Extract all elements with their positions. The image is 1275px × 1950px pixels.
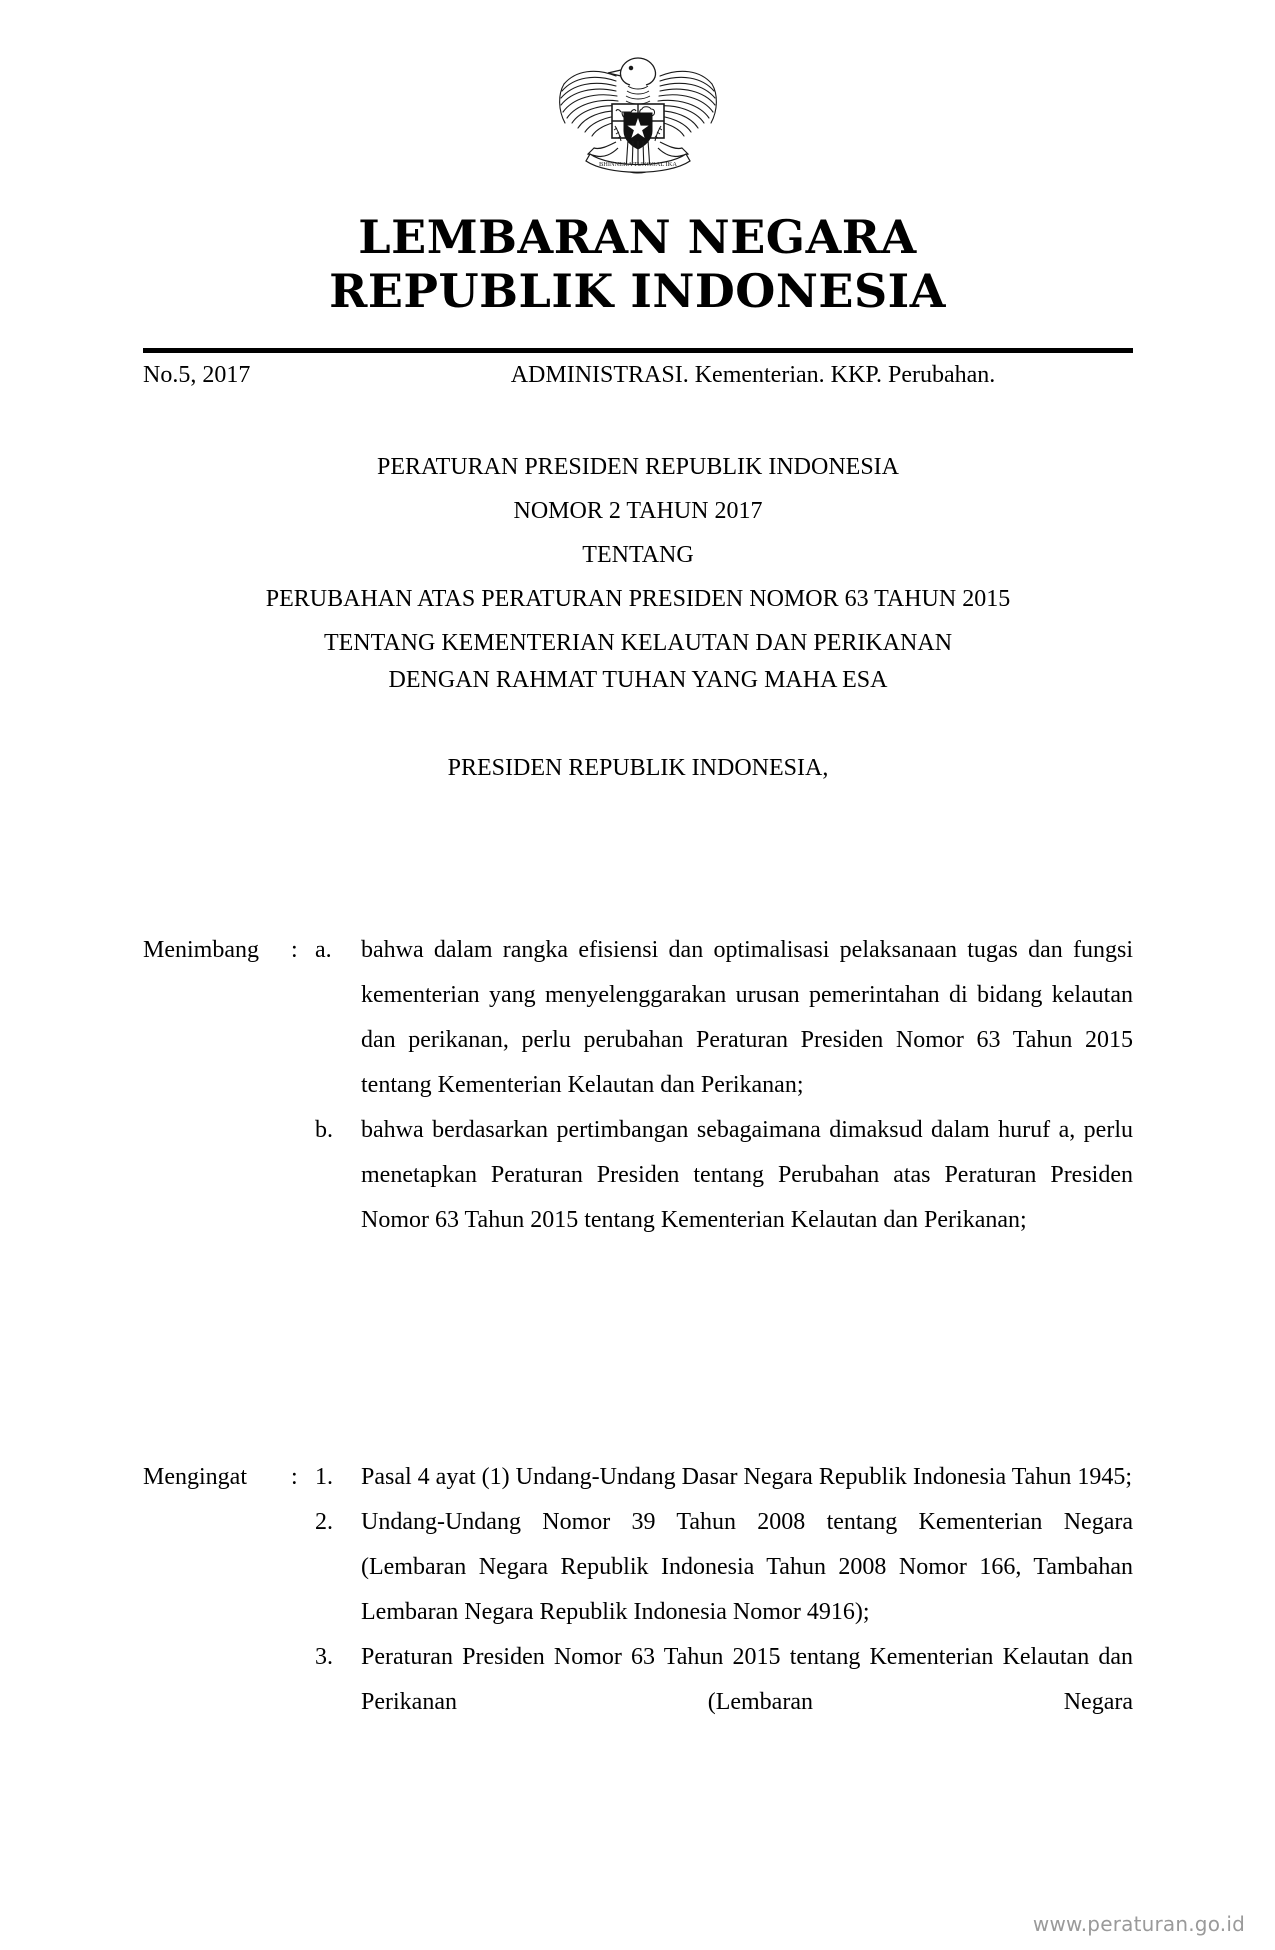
mengingat-clause bbox=[143, 1455, 1133, 1725]
item-marker: 2. bbox=[315, 1509, 333, 1535]
mengingat-item-list bbox=[143, 1455, 1133, 1725]
masthead-line-1: LEMBARAN NEGARA bbox=[358, 210, 917, 264]
enactment-block bbox=[143, 658, 1133, 790]
garuda-pancasila-emblem bbox=[0, 28, 1275, 181]
header-divider-rule bbox=[143, 348, 1133, 353]
masthead bbox=[0, 210, 1275, 318]
menimbang-item-list bbox=[143, 928, 1133, 1243]
mengingat-colon: : bbox=[291, 1464, 298, 1490]
title-line-2: NOMOR 2 TAHUN 2017 bbox=[513, 498, 763, 524]
gazette-header-line bbox=[143, 358, 1133, 392]
masthead-line-2: REPUBLIK INDONESIA bbox=[329, 264, 946, 318]
item-marker: b. bbox=[315, 1117, 333, 1143]
menimbang-item bbox=[143, 1108, 1133, 1243]
title-line-3: TENTANG bbox=[582, 542, 694, 568]
menimbang-colon: : bbox=[291, 937, 298, 963]
item-marker: 1. bbox=[315, 1464, 333, 1490]
item-marker: a. bbox=[315, 937, 332, 963]
enactment-blessing: DENGAN RAHMAT TUHAN YANG MAHA ESA bbox=[388, 667, 888, 693]
gazette-subject: ADMINISTRASI. Kementerian. KKP. Perubahan. bbox=[510, 362, 996, 388]
enactment-spacer bbox=[143, 702, 1133, 746]
title-line-4: PERUBAHAN ATAS PERATURAN PRESIDEN NOMOR 63 TAHUN 2015 bbox=[265, 586, 1011, 612]
item-marker: 3. bbox=[315, 1644, 333, 1670]
mengingat-item bbox=[143, 1500, 1133, 1635]
menimbang-clause bbox=[143, 928, 1133, 1243]
item-text: Peraturan Presiden Nomor 63 Tahun 2015 tentang Kementerian Kelautan dan Perikanan (Lembaran Negara bbox=[361, 1644, 1133, 1715]
item-text: Pasal 4 ayat (1) Undang-Undang Dasar Negara Republik Indonesia Tahun 1945; bbox=[361, 1464, 1132, 1490]
source-watermark: www.peraturan.go.id bbox=[1032, 1912, 1245, 1936]
mengingat-item bbox=[143, 1455, 1133, 1500]
mengingat-item bbox=[143, 1635, 1133, 1725]
garuda-emblem-svg bbox=[538, 28, 738, 176]
menimbang-item bbox=[143, 928, 1133, 1108]
mengingat-label: Mengingat bbox=[143, 1464, 247, 1490]
title-line-5: TENTANG KEMENTERIAN KELAUTAN DAN PERIKANAN bbox=[323, 630, 953, 656]
emblem-motto-text: BHINNEKA TUNGGAL IKA bbox=[598, 161, 677, 168]
item-text: Undang-Undang Nomor 39 Tahun 2008 tentang Kementerian Negara (Lembaran Negara Republik Indonesia Tahun 2008 Nomor 166, Tambahan Lembaran Negara Republik Indonesia Nomor 4916); bbox=[361, 1509, 1133, 1625]
item-text: bahwa dalam rangka efisiensi dan optimalisasi pelaksanaan tugas dan fungsi kementerian yang menyelenggarakan urusan pemerintahan di bidang kelautan dan perikanan, perlu perubahan Peraturan Presiden Nomor 63 Tahun 2015 tentang Kementerian Kelautan dan Perikanan; bbox=[361, 937, 1133, 1098]
title-line-1: PERATURAN PRESIDEN REPUBLIK INDONESIA bbox=[376, 454, 900, 480]
menimbang-label: Menimbang bbox=[143, 937, 259, 963]
enactment-authority: PRESIDEN REPUBLIK INDONESIA, bbox=[447, 755, 829, 781]
regulation-title-block bbox=[143, 445, 1133, 665]
gazette-number: No.5, 2017 bbox=[143, 362, 251, 388]
item-text: bahwa berdasarkan pertimbangan sebagaimana dimaksud dalam huruf a, perlu menetapkan Peraturan Presiden tentang Perubahan atas Peraturan Presiden Nomor 63 Tahun 2015 tentang Kementerian Kelautan dan Perikanan; bbox=[361, 1117, 1133, 1233]
